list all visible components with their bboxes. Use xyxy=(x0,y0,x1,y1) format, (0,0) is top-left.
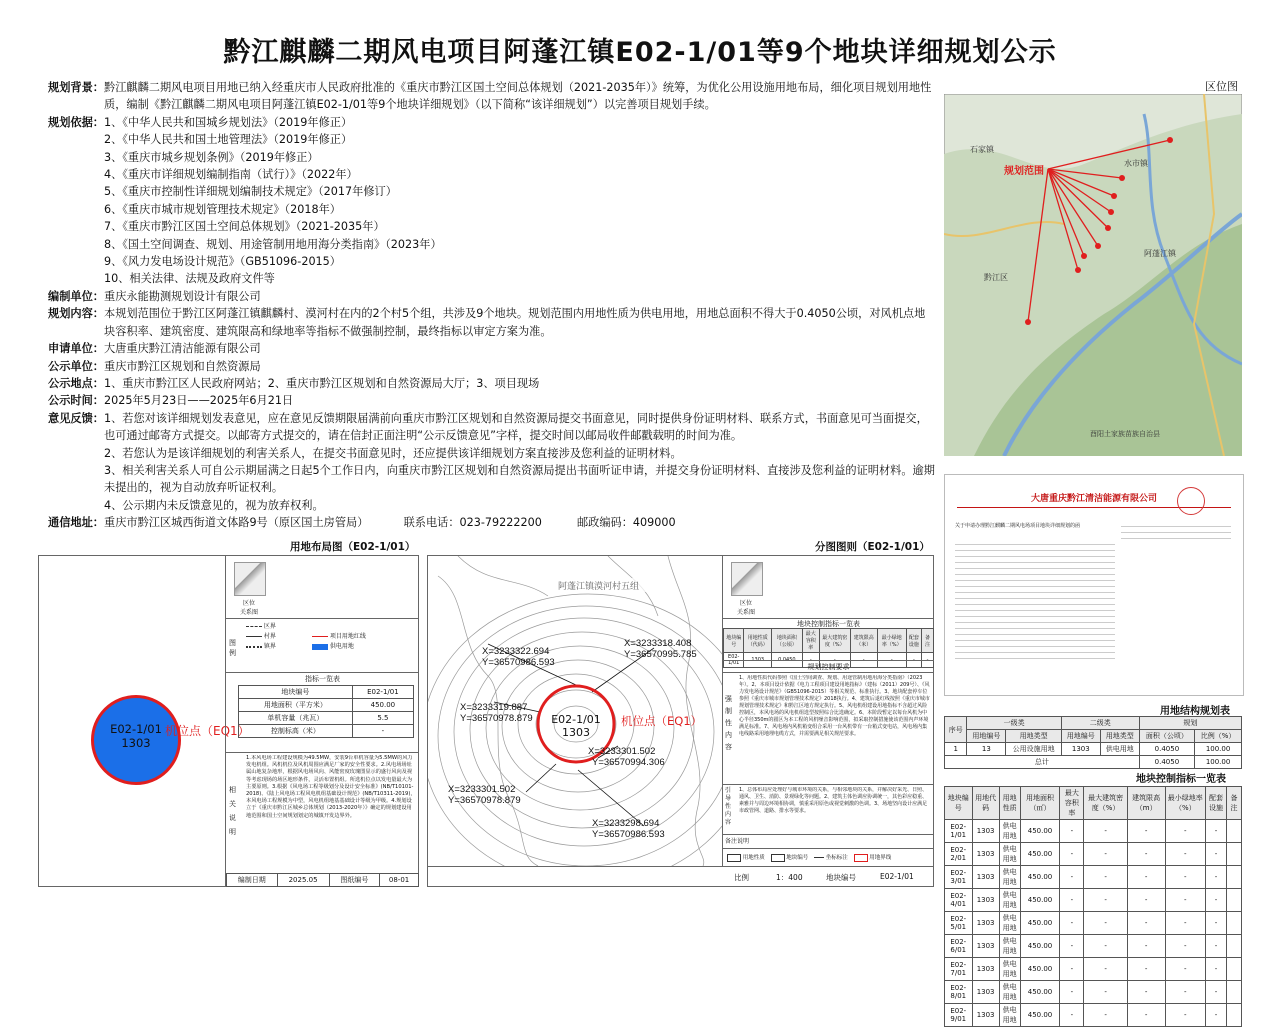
control-row: E02-8/01 1303 供电用地 450.00 - - - - - xyxy=(945,981,1242,1004)
place-label: 阿蓬江镇 xyxy=(1144,249,1176,258)
legend-label: 图例 xyxy=(229,639,236,657)
coord-label: Y=36570994.306 xyxy=(592,757,665,768)
structure-row: 1 13 公用设施用地 1303 供电用地 0.4050 100.00 xyxy=(945,743,1242,756)
zone-control-row: E02-1/01 1303 0.0450 - - - - - - xyxy=(724,653,934,668)
basis-item: 10、相关法律、法规及政府文件等 xyxy=(104,272,275,286)
content-label: 规划内容： xyxy=(48,307,104,321)
letter-company: 大唐重庆黔江清洁能源有限公司 xyxy=(1030,494,1157,504)
basis-item: 3、《重庆市城乡规划条例》（2019年修正） xyxy=(104,150,319,164)
basis-item: 4、《重庆市详细规划编制指南（试行）》（2022年） xyxy=(104,168,358,182)
structure-subheader: 用地编号 用地类型 用地编号 用地类型 面积（公顷） 比例（%） xyxy=(945,730,1242,743)
mini-location-map xyxy=(226,556,419,619)
legend-plot-number: 地块编号 xyxy=(771,855,809,861)
place-label: 石家镇 xyxy=(970,145,994,154)
control-row: E02-2/01 1303 供电用地 450.00 - - - - - xyxy=(945,843,1242,866)
structure-table xyxy=(944,716,1242,769)
location-map-panel xyxy=(944,78,1242,456)
coord-label: Y=36570986.593 xyxy=(592,829,665,840)
page-title: 黔江麒麟二期风电项目阿蓬江镇E02-1/01等9个地块详细规划公示 xyxy=(223,37,1057,68)
mandatory-block xyxy=(723,672,934,785)
mini-location-label: 区位 关系图 xyxy=(239,600,258,616)
time-text: 2025年5月23日——2025年6月21日 xyxy=(104,394,294,408)
zone-map-title: 分图图则（E02-1/01） xyxy=(815,541,930,553)
land-use-footer: 编制日期 2025.05 图纸编号 08-01 xyxy=(226,873,419,887)
zone-footer xyxy=(428,866,933,887)
indicator-row: 用地面积（平方米） 450.00 xyxy=(239,699,414,712)
coord-label: X=3233301.502 xyxy=(588,746,656,757)
zone-mini-location-label: 区位 关系图 xyxy=(736,600,755,616)
background-label: 规划背景： xyxy=(48,81,104,94)
feedback-item: 2、若您认为是该详细规划的利害关系人，在提交书面意见时，还应提供该详细规划方案直接涉及您利益的证明材料。 xyxy=(104,446,682,460)
req-title: 规划控制要求 xyxy=(723,660,934,672)
sheet-label: 地块编号 xyxy=(826,873,856,882)
zone-control-header: 地块编号 用地性质（代码） 地块面积（公顷） 最大容积率 最大建筑密度（%） 建筑限高（米） 最小绿地率（%） 配套设施 备注 xyxy=(724,629,934,653)
point-label: 机位点（EQ1） xyxy=(165,724,250,738)
application-letter xyxy=(944,474,1244,696)
control-table xyxy=(944,786,1242,1027)
place-label: 公示地点： xyxy=(48,376,104,390)
applicant-text: 大唐重庆黔江清洁能源有限公司 xyxy=(104,342,261,356)
basis-label: 规划依据： xyxy=(48,115,104,129)
basis-item: 2、《中华人民共和国土地管理法》（2019年修正） xyxy=(104,133,353,147)
basis-item: 9、《风力发电场设计规范》（GB51096-2015） xyxy=(104,255,341,269)
mini-map-icon xyxy=(234,562,266,596)
guiding-text: 1、总体布局应处理好与城市环境的关系，与相邻地块的关系，并解决好采光、日照、通风、卫生、消防、景观绿化等问题。2、建筑主体色调应协调统一，其色彩应稳重、素雅并与周边环境相协调，慎重采用原色或视觉刺激的色调。3、场地坚向设计应满足市政管网、道路、排水等要求。 xyxy=(739,787,928,814)
notes-label: 相关说明 xyxy=(229,786,236,836)
indicator-row: 控制标高（米） - xyxy=(239,725,414,738)
indicator-row: 单机容量（兆瓦） 5.5 xyxy=(239,712,414,725)
notice-info xyxy=(40,79,935,532)
control-row: E02-6/01 1303 供电用地 450.00 - - - - - xyxy=(945,935,1242,958)
coord-label: Y=36570978.879 xyxy=(460,713,533,724)
background-text: 黔江麒麟二期风电项目用地已纳入经重庆市人民政府批准的《重庆市黔江区国土空间总体规划（2021-2035年）》统筹，为优化公用设施用地布局，细化项目规划用地性质，编制《黔江麒麟二期风电项目阿蓬江镇E02-1/01等9个地块详细规划》（以下简称“该详细规划”）以完善项目规划手续。 xyxy=(104,81,932,112)
village-label: 阿蓬江镇漠河村五组 xyxy=(558,581,640,591)
coord-label: X=3233319.887 xyxy=(460,702,528,713)
address-text: 重庆市黔江区城西街道文体路9号（原区国土房管局） xyxy=(104,516,369,530)
basis-item: 1、《中华人民共和国城乡规划法》（2019年修正） xyxy=(104,115,353,129)
control-row: E02-1/01 1303 供电用地 450.00 - - - - - xyxy=(945,820,1242,843)
org-label: 编制单位： xyxy=(48,289,104,303)
indicator-row: 地块编号 E02-1/01 xyxy=(239,686,414,699)
control-row: E02-4/01 1303 供电用地 450.00 - - - - - xyxy=(945,889,1242,912)
zone-sidebar xyxy=(722,556,934,866)
structure-table-title: 用地结构规划表 xyxy=(1160,706,1230,717)
mandatory-text: 1、用地性质代码参照《国土空间调查、规划、用途管制用地用海分类指南》（2023年）。2、本项目设计依据《电力工程项目建设用地指标》（建标（2011）209号）、《风力发电场设计规范》（GB51096-2015）等相关规范、标准执行。3、地块配套停车位参照《重庆市城市规划管理技术规定》2018执行。4、建筑后退红线按照《重庆市城市规划管理技术规定》和黔江区地方规定执行。5、风电机组建设用地指标不含超过风险控制区，本风电场的风电机组选型按照综合比选确定。6、本阶段暂定以每台风机为中心半径350m的圆区为本工程的风机噪音影响范围，拟采取控制措施使该范围内声环境满足标准。7、风电场内风机箱变组合采用一台风机带有一台箱式变电站，风电场内集电线路采用地埋电缆方式，并需要满足相关规范要求。 xyxy=(739,675,930,737)
feedback-item: 1、若您对该详细规划发表意见，应在意见反馈期限届满前向重庆市黔江区规划和自然资源局提交书面意见，同时提供身份证明材料、联系方式，书面意见可当面提交，也可通过邮寄方式提交。以邮寄方式提交的，请在信封正面注明“公示反馈意见”字样，提交时间以邮局收件邮戳载明的时间为准。 xyxy=(104,411,928,443)
control-row: E02-9/01 1303 供电用地 450.00 - - - - - xyxy=(945,1004,1242,1027)
mandatory-label: 强制性内容 xyxy=(725,695,732,751)
control-row: E02-7/01 1303 供电用地 450.00 - - - - - xyxy=(945,958,1242,981)
structure-total-row: 总计 0.4050 100.00 xyxy=(945,756,1242,769)
land-use-map-panel xyxy=(38,541,419,887)
control-row: E02-3/01 1303 供电用地 450.00 - - - - - xyxy=(945,866,1242,889)
structure-header: 序号 一级类 二级类 规划 xyxy=(945,717,1242,730)
basis-list xyxy=(104,114,935,288)
remark-block xyxy=(723,834,934,849)
scale-value: 1：400 xyxy=(776,873,803,882)
basis-item: 8、《国土空间调查、规划、用途管制用地用海分类指南》（2023年） xyxy=(104,237,442,251)
indicator-title: 指标一览表 xyxy=(305,675,340,683)
basis-item: 5、《重庆市控制性详细规划编制技术规定》（2017年修订） xyxy=(104,185,397,199)
coord-label: X=3233298.694 xyxy=(592,818,660,829)
legend-boundary: 用地界线 xyxy=(854,855,892,861)
applicant-row xyxy=(40,340,935,357)
coord-label: Y=36570986.593 xyxy=(482,657,555,668)
publisher-row xyxy=(40,358,935,375)
letter-body-2 xyxy=(1121,521,1231,541)
zone-point-label: 机位点（EQ1） xyxy=(621,714,703,728)
legend-power-land: 供电用地 xyxy=(312,642,366,652)
basis-item: 7、《重庆市黔江区国土空间总体规划》（2021-2035年） xyxy=(104,220,385,234)
zone-control-title: 地块控制指标一览表 xyxy=(797,620,860,628)
legend-village: 村界 xyxy=(246,632,276,642)
legend-coord-mark: 坐标标注 xyxy=(814,855,848,861)
notes-text: 1.本风电场工程建设规模为49.5MW，安装9台单机容量为5.5MW的风力发电机组。风机机位及风机周围应满足厂家的安全性要求。2.风电场场址属山地复杂地形，根据风电场风向、风能密度玫瑰图显示的盛行风向及视等考虑现场的场区地形条件，灵活布置机组。所选机位点以发电量最大为主要原则。3.根据《风电场工程等级划分及设计安全标准》(NB/T10101-2018)、《陆上风电场工程风电机组基础设计规范》(NB/T10311-2019)，本风电场工程规模为中型，风电机组地基基础设计等级为甲级。4.规划设立于《重庆市黔江区城乡总体规划（2013-2020年）》确定的规划建设用地范围和国土空间规划划定的城镇开发边界外。 xyxy=(246,755,416,819)
coord-label: Y=36570978.879 xyxy=(448,795,521,806)
publisher-text: 重庆市黔江区规划和自然资源局 xyxy=(104,359,261,373)
scale-label: 比例 xyxy=(734,873,749,882)
indicator-table xyxy=(238,685,414,738)
legend-district: 区界 xyxy=(246,622,276,632)
letter-body xyxy=(955,539,1115,659)
feedback-item: 3、相关利害关系人可自公示期届满之日起5个工作日内，向重庆市黔江区规划和自然资源局提出书面听证申请，并提交身份证明材料、直接涉及您利益的证明材料。逾期未提出的，视为自动放弃听证权利。 xyxy=(104,463,935,495)
feedback-label: 意见反馈： xyxy=(48,411,104,425)
time-label: 公示时间： xyxy=(48,394,104,408)
place-label: 酉阳土家族苗族自治县 xyxy=(1090,431,1160,438)
zone-mini-map xyxy=(723,556,934,619)
location-map-title: 区位图 xyxy=(1205,80,1238,93)
control-row: E02-5/01 1303 供电用地 450.00 - - - - - xyxy=(945,912,1242,935)
place-row xyxy=(40,375,935,392)
coord-label: Y=36570995.785 xyxy=(624,649,697,660)
basis-item: 6、《重庆市城市规划管理技术规定》（2018年） xyxy=(104,202,341,216)
zone-mini-map-icon xyxy=(731,562,763,596)
content-text: 本规划范围位于黔江区阿蓬江镇麒麟村、漠河村在内的2个村5个组，共涉及9个地块。规划范围内用地性质为供电用地，用地总面积不得大于0.4050公顷，对风机点地块容积率、建筑密度、建筑限高和绿地率等指标不做强制控制，最终指标以审定方案为准。 xyxy=(104,307,926,338)
notes-block xyxy=(226,752,419,873)
zone-legend xyxy=(723,848,934,867)
letter-seal-icon xyxy=(1177,487,1205,515)
plot-code: 1303 xyxy=(121,736,151,750)
zone-map-panel xyxy=(427,541,934,887)
feedback-list xyxy=(104,410,935,514)
plot-id: E02-1/01 xyxy=(110,722,162,736)
legend-block xyxy=(226,618,419,673)
place-text: 1、重庆市黔江区人民政府网站；2、重庆市黔江区规划和自然资源局大厅；3、项目现场 xyxy=(104,376,540,390)
address-label: 通信地址： xyxy=(48,516,104,530)
legend-land-nature: 用地性质 xyxy=(727,855,765,861)
content-row xyxy=(40,305,935,340)
publisher-label: 公示单位： xyxy=(48,359,104,373)
land-use-map-title: 用地布局图（E02-1/01） xyxy=(290,541,416,553)
address-line xyxy=(104,514,935,531)
guiding-block xyxy=(723,784,934,835)
sheet-value: E02-1/01 xyxy=(880,872,914,881)
basis-row xyxy=(40,114,935,288)
legend-red-line: 项目用地红线 xyxy=(312,632,366,642)
coord-label: X=3233322.694 xyxy=(482,646,550,657)
coord-label: X=3233318.408 xyxy=(624,638,692,649)
land-use-sidebar xyxy=(225,556,419,886)
org-row xyxy=(40,288,935,305)
control-table-title: 地块控制指标一览表 xyxy=(1136,774,1226,785)
scope-label: 规划范围 xyxy=(1004,166,1044,177)
background-row xyxy=(40,79,935,114)
place-label: 水市镇 xyxy=(1124,159,1148,168)
feedback-row xyxy=(40,410,935,514)
coord-label: X=3233301.502 xyxy=(448,784,516,795)
guiding-label: 引导性内容 xyxy=(725,787,732,826)
postcode-text: 邮政编码：409000 xyxy=(576,516,676,530)
control-header: 地块编号 用地代码 用地性质 用地面积（㎡） 最大容积率 最大建筑密度（%） 建筑限高（m） 最小绿地率（%） 配套设施 备注 xyxy=(945,787,1242,820)
feedback-item: 4、公示期内未反馈意见的，视为放弃权利。 xyxy=(104,498,324,512)
time-row xyxy=(40,392,935,409)
legend-town: 镇界 xyxy=(246,642,276,652)
location-map xyxy=(944,94,1242,456)
applicant-label: 申请单位： xyxy=(48,342,104,356)
address-row xyxy=(40,514,935,531)
zone-plot-code: 1303 xyxy=(562,726,590,739)
zone-plot-id: E02-1/01 xyxy=(551,713,601,726)
letter-subject: 关于申请办理黔江麒麟二期风电场项目地块详细规划的函 xyxy=(955,523,1081,529)
org-text: 重庆永能勘测规划设计有限公司 xyxy=(104,289,261,303)
place-label: 黔江区 xyxy=(984,273,1008,282)
phone-text: 联系电话：023-79222200 xyxy=(403,516,542,530)
remark-label: 备注说明 xyxy=(725,838,750,845)
